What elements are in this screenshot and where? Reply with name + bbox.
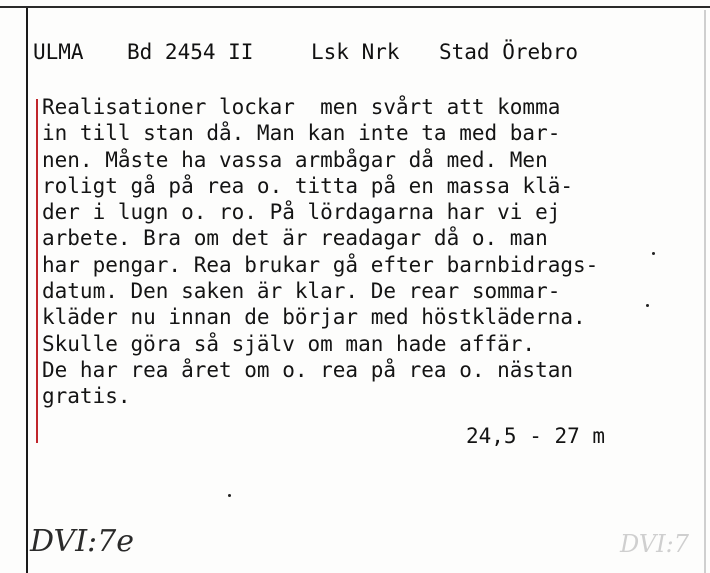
- card-top-border: [0, 6, 710, 8]
- card-body-text: [42, 94, 662, 410]
- body-line: in till stan då. Man kan inte ta med bar-: [42, 121, 561, 146]
- body-line: nen. Måste ha vassa armbågar då med. Men: [42, 147, 548, 172]
- body-line: datum. Den saken är klar. De rear sommar-: [42, 279, 561, 304]
- body-line: Realisationer lockar men svårt att komma: [42, 95, 561, 119]
- red-margin-line: [36, 99, 38, 443]
- body-line: Skulle göra så själv om man hade affär.: [42, 331, 536, 356]
- speck-dot: [228, 494, 231, 497]
- measurement-note: 24,5 - 27 m: [466, 424, 606, 448]
- handwritten-shelfmark: DVI:7e: [30, 524, 134, 559]
- card-header: [33, 40, 693, 72]
- card-left-border: [26, 8, 28, 573]
- body-line: der i lugn o. ro. På lördagarna har vi ej: [42, 200, 561, 225]
- body-line: De har rea året om o. rea på rea o. nästan: [42, 357, 574, 382]
- body-line: roligt gå på rea o. titta på en massa klä-: [42, 173, 574, 198]
- header-place: Stad Örebro: [439, 40, 579, 64]
- header-volume: Bd 2454 II: [127, 40, 254, 64]
- body-line: har pengar. Rea brukar gå efter barnbidrags-: [42, 252, 599, 277]
- card-right-edge: [704, 10, 706, 573]
- header-archive: ULMA: [33, 40, 84, 64]
- header-series: Lsk Nrk: [311, 40, 400, 64]
- faded-shelfmark: DVI:7: [620, 530, 689, 558]
- speck-dot: [652, 252, 655, 255]
- speck-dot: [646, 304, 649, 307]
- body-line: gratis.: [42, 384, 131, 409]
- body-line: arbete. Bra om det är readagar då o. man: [42, 226, 548, 251]
- body-line: kläder nu innan de börjar med höstkläderna.: [42, 305, 586, 330]
